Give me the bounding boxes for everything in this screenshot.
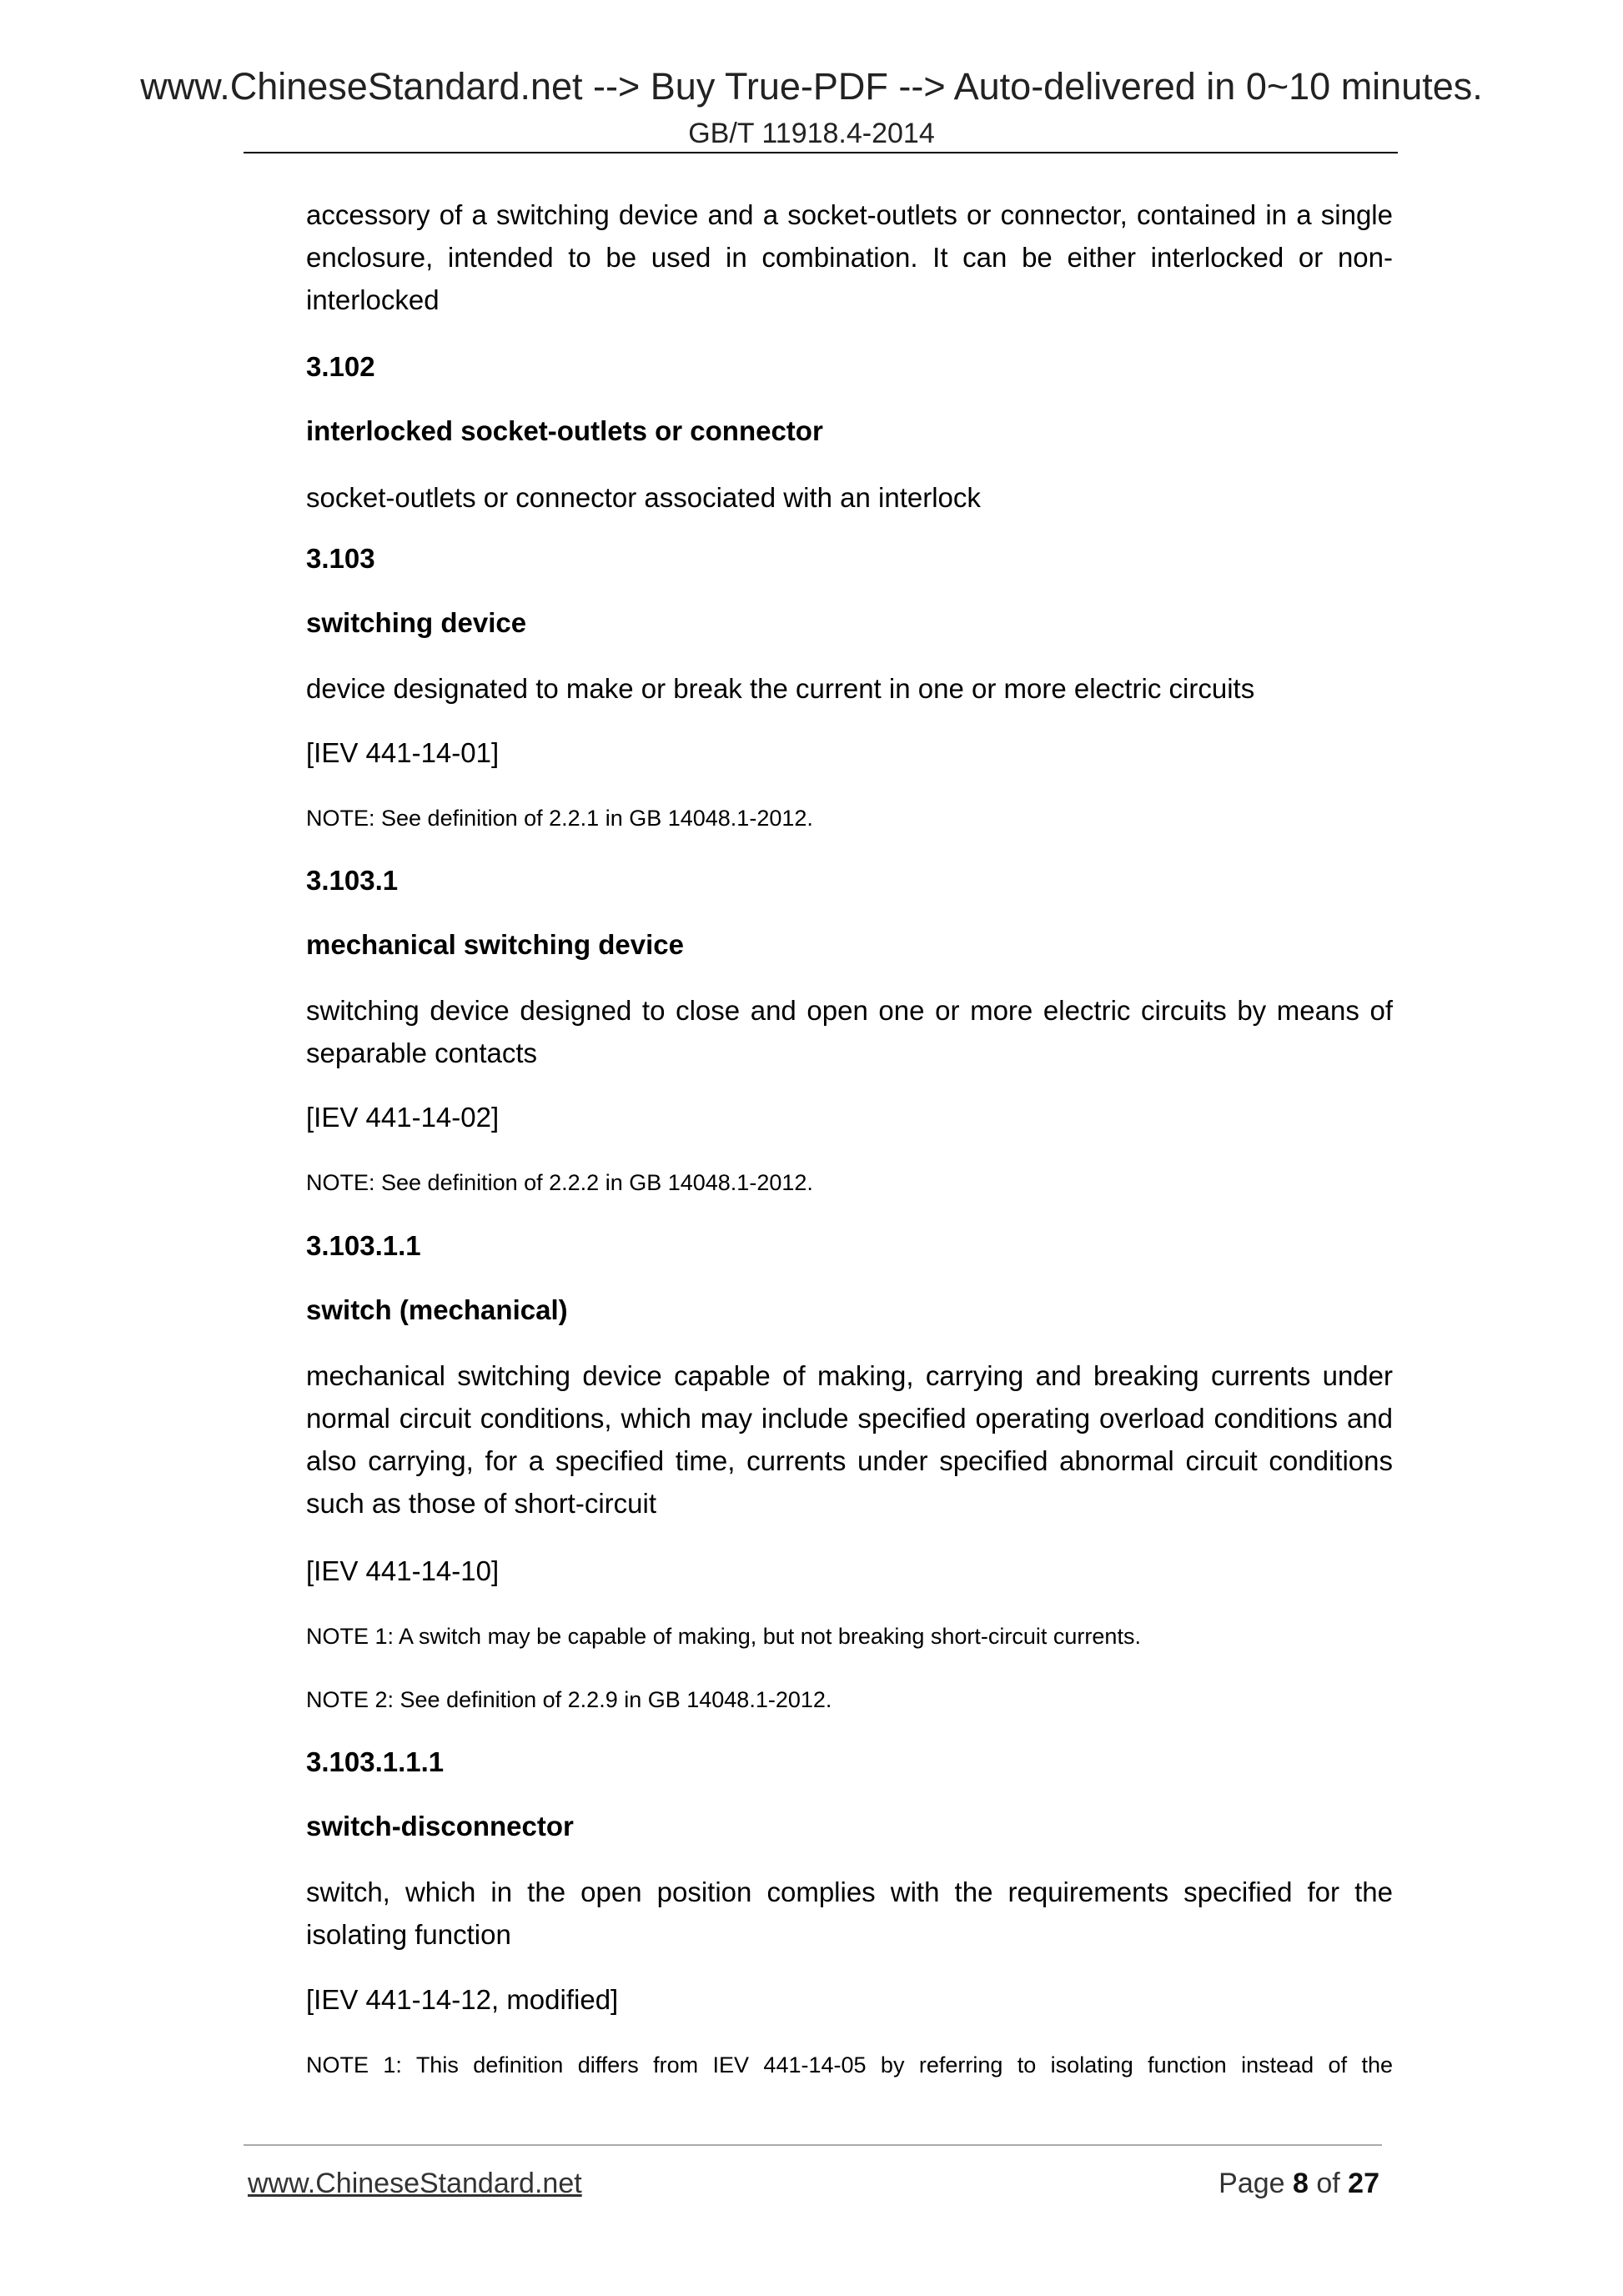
term-3-103-1-1-1: switch-disconnector (306, 1811, 574, 1841)
reference-3-103: [IEV 441-14-01] (306, 737, 500, 768)
section-number-3-102: 3.102 (306, 351, 375, 382)
term-3-102: interlocked socket-outlets or connector (306, 415, 823, 446)
reference-3-103-1-1-1: [IEV 441-14-12, modified] (306, 1984, 619, 2015)
definition-3-103-1-1-1: switch, which in the open position complies with the requirements specified for the isolating function (306, 1876, 1393, 1950)
page-total: 27 (1348, 2168, 1379, 2199)
note1-3-103-1-1: NOTE 1: A switch may be capable of making, but not breaking short-circuit currents. (306, 1624, 1141, 1649)
term-3-103-1-1: switch (mechanical) (306, 1294, 568, 1325)
footer-website-link[interactable]: www.ChineseStandard.net (248, 2168, 582, 2199)
definition-3-103-1-1: mechanical switching device capable of making, carrying and breaking currents under normal circuit conditions, which may include specified operating overload conditions and also carrying, for a specified time, currents under specified abnormal circuit conditions such as those of short-circuit (306, 1360, 1393, 1519)
section-number-3-103-1-1: 3.103.1.1 (306, 1230, 421, 1261)
note1-3-103-1-1-1: NOTE 1: This definition differs from IEV 441-14-05 by referring to isolating function instead of the (306, 2052, 1393, 2077)
term-3-103-1: mechanical switching device (306, 929, 685, 960)
intro-paragraph: accessory of a switching device and a socket-outlets or connector, contained in a single enclosure, intended to be used in combination. It can be either interlocked or non-interlocked (306, 199, 1393, 315)
section-number-3-103-1: 3.103.1 (306, 865, 399, 896)
section-number-3-103-1-1-1: 3.103.1.1.1 (306, 1746, 445, 1777)
document-code: GB/T 11918.4-2014 (688, 118, 935, 149)
definition-3-102: socket-outlets or connector associated with an interlock (306, 482, 981, 513)
page-of: of (1308, 2168, 1349, 2199)
note-3-103: NOTE: See definition of 2.2.1 in GB 14048.1-2012. (306, 806, 813, 831)
reference-3-103-1-1: [IEV 441-14-10] (306, 1555, 500, 1586)
note-3-103-1: NOTE: See definition of 2.2.2 in GB 14048.1-2012. (306, 1170, 813, 1195)
page-indicator (1219, 2167, 1379, 2200)
header-divider (244, 152, 1398, 153)
definition-3-103-1: switching device designed to close and open one or more electric circuits by means of separable contacts (306, 995, 1393, 1068)
reference-3-103-1: [IEV 441-14-02] (306, 1102, 500, 1133)
note2-3-103-1-1: NOTE 2: See definition of 2.2.9 in GB 14048.1-2012. (306, 1687, 832, 1712)
header-banner: www.ChineseStandard.net --> Buy True-PDF --> Auto-delivered in 0~10 minutes. (140, 65, 1483, 108)
definition-3-103: device designated to make or break the current in one or more electric circuits (306, 673, 1255, 704)
section-number-3-103: 3.103 (306, 543, 375, 574)
page-number: 8 (1293, 2168, 1309, 2199)
page-prefix: Page (1219, 2168, 1293, 2199)
term-3-103: switching device (306, 607, 527, 638)
footer-divider (244, 2144, 1382, 2146)
